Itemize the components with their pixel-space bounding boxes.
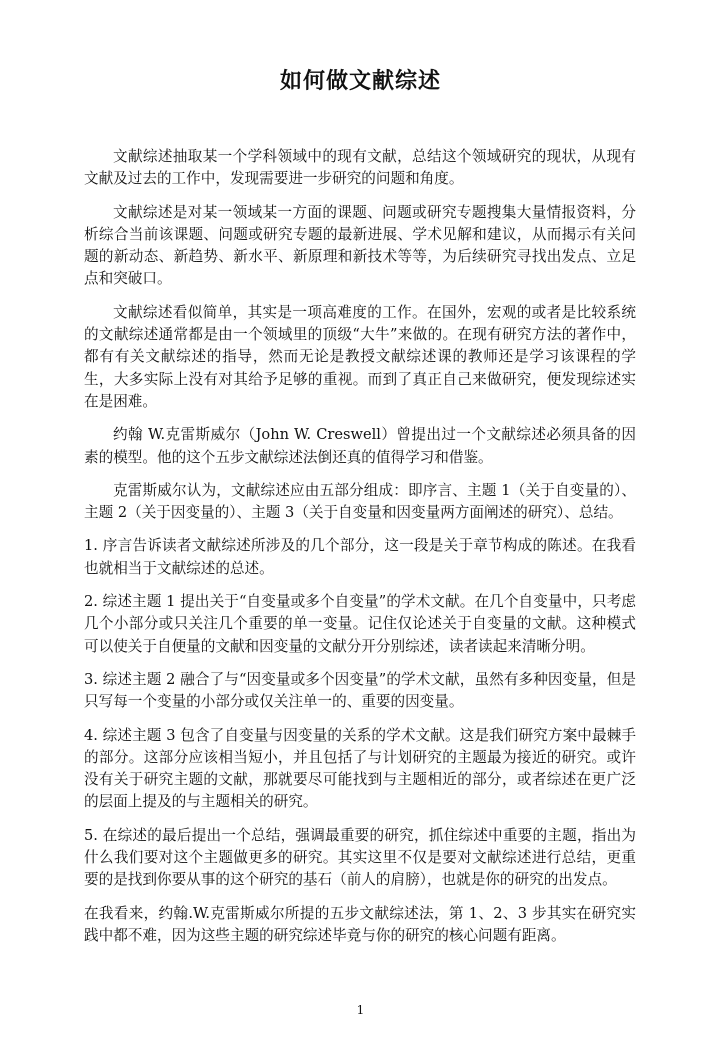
paragraph-five-parts: 克雷斯威尔认为，文献综述应由五部分组成：即序言、主题 1（关于自变量的）、主题 2（关于因变量的）、主题 3（关于自变量和因变量两方面阐述的研究）、总结。 <box>84 481 636 522</box>
document-body <box>84 146 636 958</box>
paragraph-step-3: 3. 综述主题 2 融合了与“因变量或多个因变量”的学术文献，虽然有多种因变量，但是只写每一个变量的小部分或仅关注单一的、重要的因变量。 <box>84 670 636 711</box>
paragraph-step-2: 2. 综述主题 1 提出关于“自变量或多个自变量”的学术文献。在几个自变量中，只考虑几个小部分或只关注几个重要的单一变量。记住仅论述关于自变量的文献。这种模式可以使关于自便量的文献和因变量的文献分开分别综述，读者读起来清晰分明。 <box>84 593 636 655</box>
page-number: 1 <box>356 1003 365 1017</box>
document-title: 如何做文献综述 <box>279 68 441 94</box>
paragraph-intro: 文献综述抽取某一个学科领域中的现有文献，总结这个领域研究的现状，从现有文献及过去的工作中，发现需要进一步研究的问题和角度。 <box>84 148 636 188</box>
paragraph-step-4: 4. 综述主题 3 包含了自变量与因变量的关系的学术文献。这是我们研究方案中最棘手的部分。这部分应该相当短小，并且包括了与计划研究的主题最为接近的研究。或许没有关于研究主题的文献，那就要尽可能找到与主题相近的部分，或者综述在更广泛的层面上提及的与主题相关的研究。 <box>84 726 636 811</box>
paragraph-step-5: 5. 在综述的最后提出一个总结，强调最重要的研究，抓住综述中重要的主题，指出为什么我们要对这个主题做更多的研究。其实这里不仅是要对文献综述进行总结，更重要的是找到你要从事的这个研究的基石（前人的肩膀），也就是你的研究的出发点。 <box>84 826 636 889</box>
paragraph-opinion: 在我看来，约翰.W.克雷斯威尔所提的五步文献综述法，第 1、2、3 步其实在研究实践中都不难，因为这些主题的研究综述毕竟与你的研究的核心问题有距离。 <box>84 904 636 944</box>
paragraph-step-1: 1. 序言告诉读者文献综述所涉及的几个部分，这一段是关于章节构成的陈述。在我看也就相当于文献综述的总述。 <box>84 537 636 577</box>
paragraph-difficulty: 文献综述看似简单，其实是一项高难度的工作。在国外，宏观的或者是比较系统的文献综述通常都是由一个领域里的顶级“大牛”来做的。在现有研究方法的著作中，都有有关文献综述的指导，然而无论是教授文献综述课的教师还是学习该课程的学生，大多实际上没有对其给予足够的重视。而到了真正自己来做研究，便发现综述实在是困难。 <box>84 303 636 410</box>
paragraph-creswell-model: 约翰 W.克雷斯威尔（John W. Creswell）曾提出过一个文献综述必须具备的因素的模型。他的这个五步文献综述法倒还真的值得学习和借鉴。 <box>84 426 636 466</box>
paragraph-definition: 文献综述是对某一领域某一方面的课题、问题或研究专题搜集大量情报资料，分析综合当前该课题、问题或研究专题的最新进展、学术见解和建议，从而揭示有关问题的新动态、新趋势、新水平、新原理和新技术等等，为后续研究寻找出发点、立足点和突破口。 <box>84 203 636 288</box>
